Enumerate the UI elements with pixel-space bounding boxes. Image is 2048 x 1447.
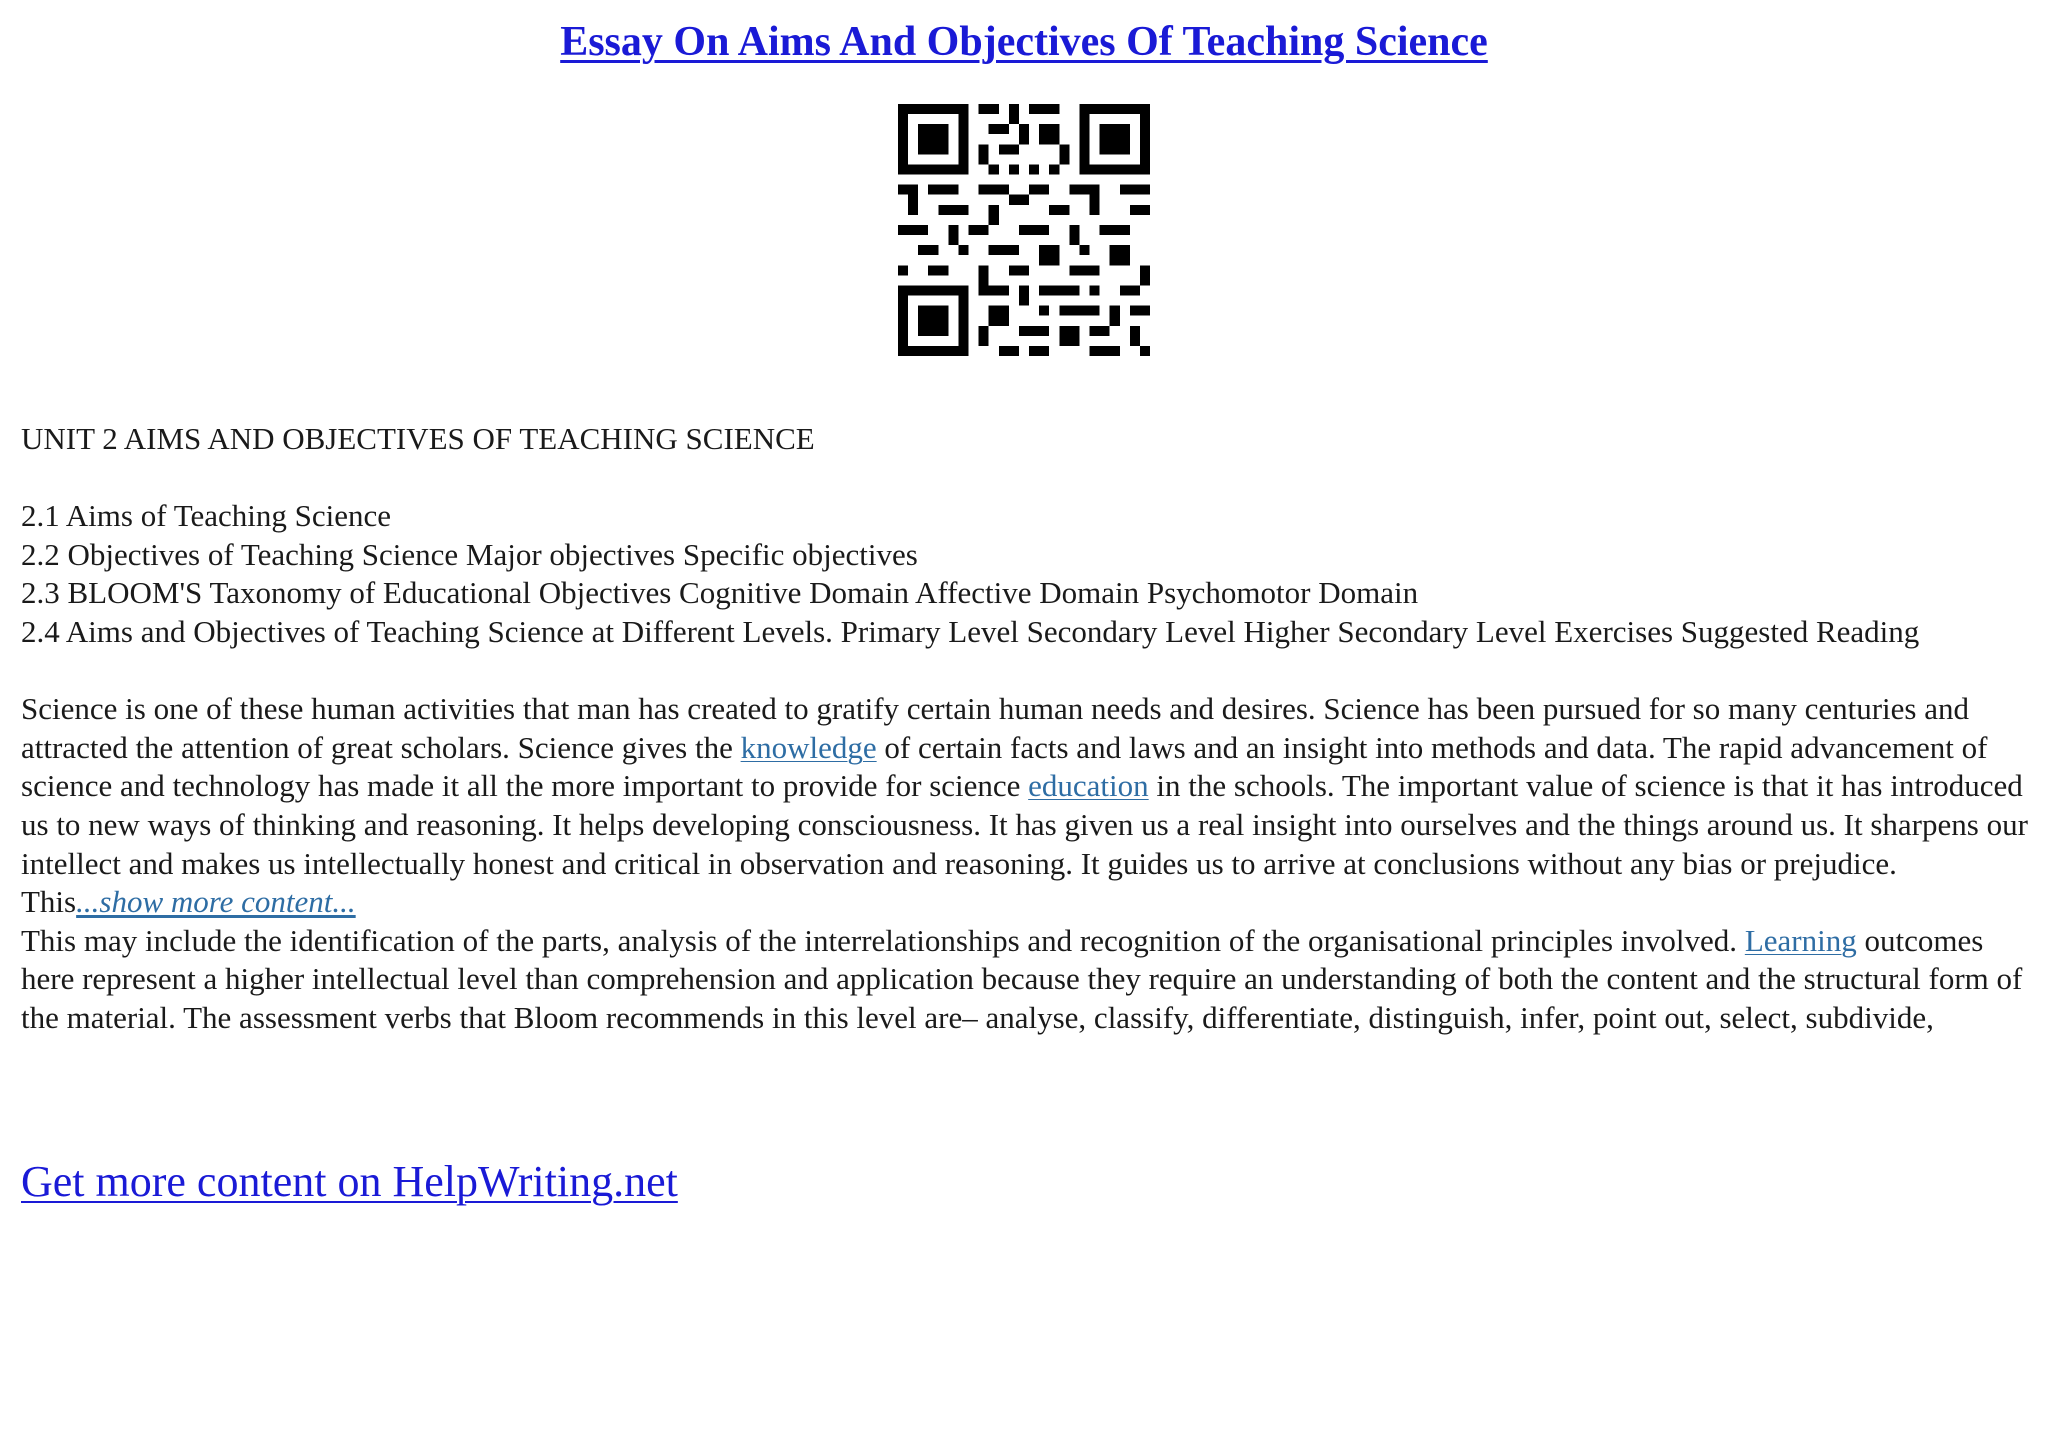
learning-link[interactable]: Learning (1744, 922, 1857, 958)
qr-code-icon (898, 104, 1150, 356)
show-more-link[interactable]: ...show more content... (76, 884, 356, 920)
paragraph-text: outcomes here represent a higher intellectual level than comprehension and application because they require an understanding of both the content and the structural form of the material. The assessment verbs that Bloom recommends in this level are– analyse, classify, differentiate, distinguish, infer, point out, select, subdivide, (21, 922, 2023, 1035)
paragraph-intro (21, 690, 2031, 922)
toc-item: 2.3 BLOOM'S Taxonomy of Educational Objectives Cognitive Domain Affective Domain Psychomotor Domain (21, 575, 1419, 611)
unit-heading: UNIT 2 AIMS AND OBJECTIVES OF TEACHING SCIENCE (21, 421, 815, 456)
document-body (21, 420, 2031, 1038)
paragraph-text: Science is one of these human activities that man has created to gratify certain human needs and desires. Science has been pursued for so many centuries and attracted the attention of great scholars. Science gives the (21, 691, 1970, 765)
helpwriting-link[interactable]: Get more content on HelpWriting.net (21, 1157, 678, 1206)
toc-item: 2.4 Aims and Objectives of Teaching Science at Different Levels. Primary Level Secondary Level Higher Secondary Level Exercises Suggested Reading (21, 613, 1920, 649)
paragraph-analysis (21, 922, 2031, 1038)
toc-item: 2.2 Objectives of Teaching Science Major objectives Specific objectives (21, 536, 918, 572)
education-link[interactable]: education (1028, 768, 1149, 804)
knowledge-link[interactable]: knowledge (740, 729, 877, 765)
paragraph-text: of certain facts and laws and an insight into methods and data. The rapid advancement of science and technology has made it all the more important to provide for science (21, 729, 1988, 804)
paragraph-text: in the schools. The important value of science is that it has introduced us to new ways of thinking and reasoning. It helps developing consciousness. It has given us a real insight into ourselves and the things around us. It sharpens our intellect and makes us intellectually honest and critical in observation and reasoning. It guides us to arrive at conclusions without any bias or prejudice. This (21, 768, 2028, 920)
paragraph-text: This may include the identification of the parts, analysis of the interrelationships and recognition of the organisational principles involved. (21, 922, 1745, 958)
table-of-contents (21, 497, 2031, 651)
toc-item: 2.1 Aims of Teaching Science (21, 498, 392, 534)
page-title-link[interactable]: Essay On Aims And Objectives Of Teaching Science (560, 19, 1488, 65)
title-container (0, 18, 2048, 66)
